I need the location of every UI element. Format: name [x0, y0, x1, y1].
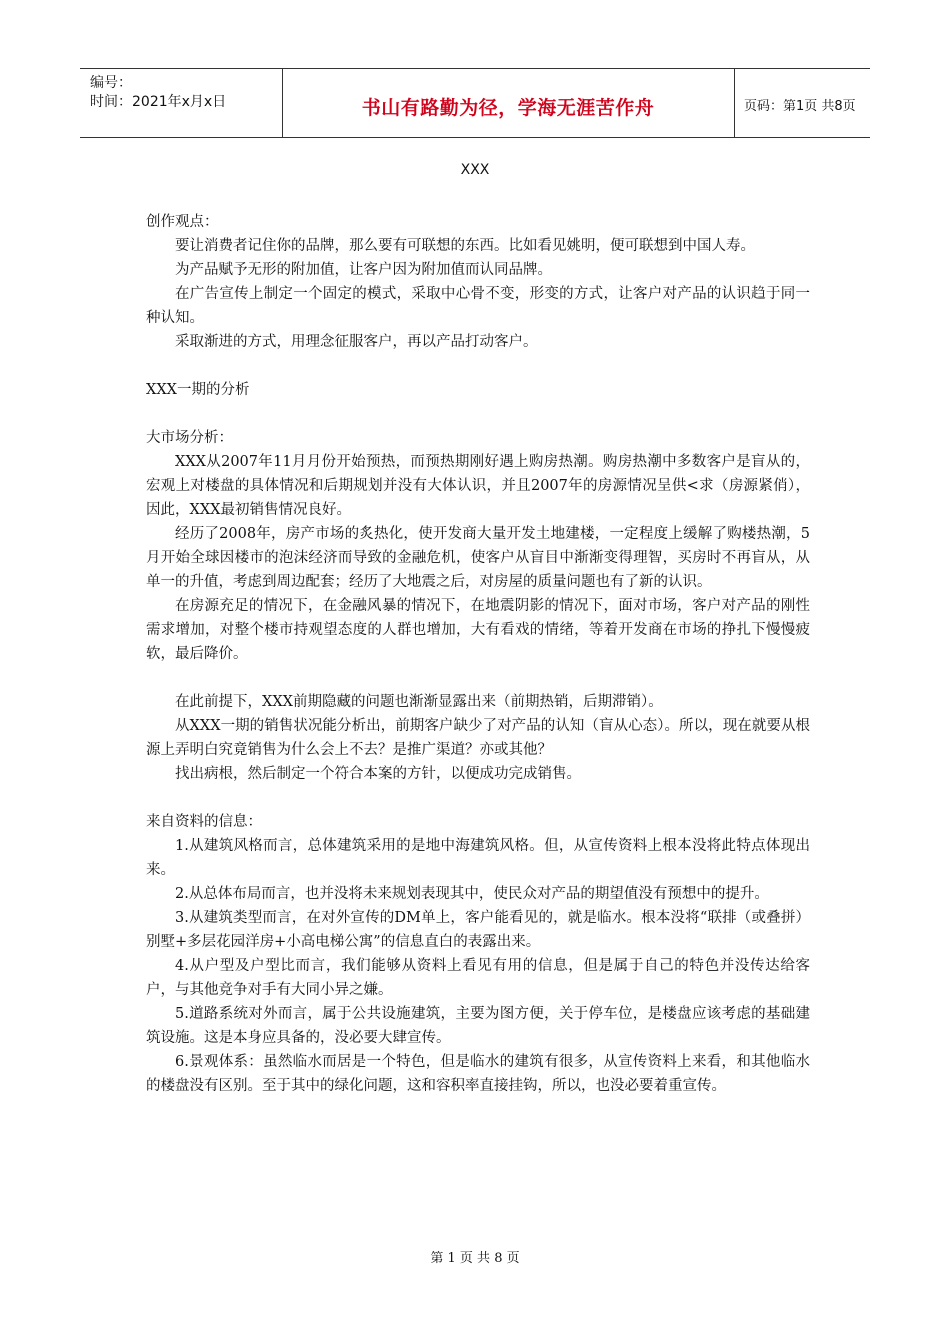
header-page-info: 页码：第1页 共8页 — [744, 99, 856, 114]
paragraph: 经历了2008年，房产市场的炙热化，使开发商大量开发土地建楼，一定程度上缓解了购楼热潮，5月开始全球因楼市的泡沫经济而导致的金融危机，使客户从盲目中渐渐变得理智，买房时不再盲从，从单一的升值，考虑到周边配套；经历了大地震之后，对房屋的质量问题也有了新的认识。 — [146, 526, 810, 590]
paragraph: 要让消费者记住你的品牌，那么要有可联想的东西。比如看见姚明，便可联想到中国人寿。 — [175, 238, 755, 254]
page-footer: 第 1 页 共 8 页 — [430, 1251, 520, 1266]
list-item: 4.从户型及户型比而言，我们能够从资料上看见有用的信息，但是属于自己的特色并没传达给客户，与其他竞争对手有大同小异之嫌。 — [146, 958, 810, 998]
page-header — [80, 68, 870, 138]
section-heading-analysis: XXX一期的分析 — [146, 382, 250, 398]
header-left-cell — [80, 69, 283, 137]
header-page-cell — [734, 69, 870, 137]
list-item: 6.景观体系：虽然临水而居是一个特色，但是临水的建筑有很多，从宣传资料上来看，和其他临水的楼盘没有区别。至于其中的绿化问题，这和容积率直接挂钩，所以，也没必要着重宣传。 — [146, 1054, 810, 1094]
document-title: XXX — [460, 162, 490, 178]
document-number-label: 编号： — [90, 75, 132, 91]
document-date: 时间：2021年x月x日 — [90, 94, 227, 110]
document-body — [146, 210, 810, 1098]
paragraph: 在房源充足的情况下，在金融风暴的情况下，在地震阴影的情况下，面对市场，客户对产品的刚性需求增加，对整个楼市持观望态度的人群也增加，大有看戏的情绪，等着开发商在市场的挣扎下慢慢疲软，最后降价。 — [146, 598, 810, 662]
paragraph: 在广告宣传上制定一个固定的模式，采取中心骨不变，形变的方式，让客户对产品的认识趋于同一种认知。 — [146, 286, 810, 326]
paragraph: XXX从2007年11月月份开始预热，而预热期刚好遇上购房热潮。购房热潮中多数客户是盲从的，宏观上对楼盘的具体情况和后期规划并没有大体认识，并且2007年的房源情况呈供<求（房源紧俏），因此，XXX最初销售情况良好。 — [146, 454, 810, 518]
paragraph: 采取渐进的方式，用理念征服客户，再以产品打动客户。 — [175, 334, 538, 350]
paragraph: 为产品赋予无形的附加值，让客户因为附加值而认同品牌。 — [175, 262, 552, 278]
list-item: 2.从总体布局而言，也并没将未来规划表现其中，使民众对产品的期望值没有预想中的提升。 — [175, 886, 769, 902]
list-item: 5.道路系统对外而言，属于公共设施建筑，主要为图方便，关于停车位，是楼盘应该考虑的基础建筑设施。这是本身应具备的，没必要大肆宣传。 — [146, 1006, 810, 1046]
section-heading-market: 大市场分析： — [146, 430, 233, 446]
list-item: 1.从建筑风格而言，总体建筑采用的是地中海建筑风格。但，从宣传资料上根本没将此特点体现出来。 — [146, 838, 810, 878]
section-heading-info: 来自资料的信息： — [146, 814, 262, 830]
section-heading-creation: 创作观点： — [146, 214, 219, 230]
list-item: 3.从建筑类型而言，在对外宣传的DM单上，客户能看见的，就是临水。根本没将“联排（或叠拼）别墅+多层花园洋房+小高电梯公寓”的信息直白的表露出来。 — [146, 910, 810, 950]
header-motto: 书山有路勤为径，学海无涯苦作舟 — [361, 97, 655, 119]
header-motto-cell — [282, 69, 735, 137]
paragraph: 从XXX一期的销售状况能分析出，前期客户缺少了对产品的认知（盲从心态）。所以，现在就要从根源上弄明白究竟销售为什么会上不去？是推广渠道？亦或其他？ — [146, 718, 810, 758]
paragraph: 找出病根，然后制定一个符合本案的方针，以便成功完成销售。 — [175, 766, 581, 782]
paragraph: 在此前提下，XXX前期隐藏的问题也渐渐显露出来（前期热销，后期滞销）。 — [175, 694, 663, 710]
